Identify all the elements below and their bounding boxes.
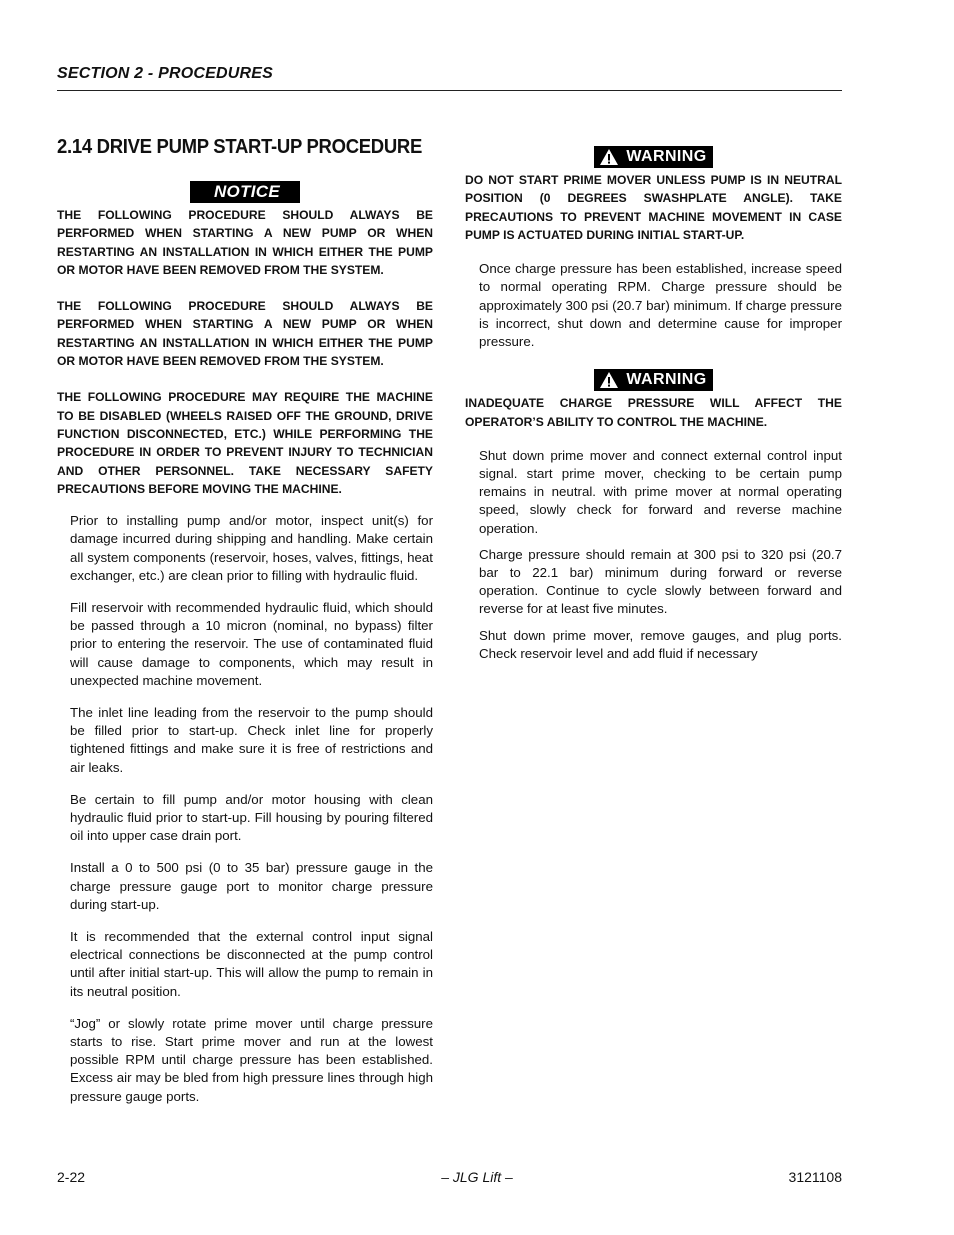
- body-paragraph: Shut down prime mover, remove gauges, and plug ports. Check reservoir level and add fluid if necessary: [479, 627, 842, 661]
- body-paragraph: Install a 0 to 500 psi (0 to 35 bar) pressure gauge in the charge pressure gauge port to monitor charge pressure during start-up.: [70, 860, 433, 912]
- notice-paragraph: THE FOLLOWING PROCEDURE SHOULD ALWAYS BE PERFORMED WHEN STARTING A NEW PUMP OR WHEN RESTARTING AN INSTALLATION IN WHICH EITHER THE PUMP OR MOTOR HAVE BEEN REMOVED FROM THE SYSTEM.: [57, 299, 433, 369]
- header-divider: [57, 90, 842, 91]
- page-number: 2-22: [57, 1169, 86, 1185]
- body-paragraph: Charge pressure should remain at 300 psi to 320 psi (20.7 bar to 22.1 bar) minimum during forward or reverse operation. Continue to cycle slowly between forward and reverse for at least five minutes.: [479, 546, 842, 617]
- warning-label: WARNING: [626, 371, 707, 389]
- warning-badge: [594, 146, 712, 168]
- body-paragraph: Be certain to fill pump and/or motor housing with clean hydraulic fluid prior to start-up. Fill housing by pouring filtered oil into upper case drain port.: [70, 791, 433, 844]
- section-header-title: SECTION 2 - PROCEDURES: [57, 65, 273, 82]
- notice-badge: NOTICE: [190, 181, 300, 203]
- notice-badge-row: [57, 181, 433, 203]
- body-paragraph: Shut down prime mover and connect external control input signal. start prime mover, checking to be certain pump remains in neutral. with prime mover at normal operating speed, slowly check for forward and reverse machine operation.: [479, 447, 842, 536]
- warning-triangle-icon: [599, 148, 619, 166]
- body-paragraph: Once charge pressure has been established, increase speed to normal operating RPM. Charge pressure should be approximately 300 psi (20.7 bar) minimum. If charge pressure is incorrect, shut down and determine cause for improper pressure.: [479, 261, 842, 349]
- body-paragraph: Prior to installing pump and/or motor, inspect unit(s) for damage incurred during shipping and handling. Make certain all system components (reservoir, hoses, valves, fittings, heat exchanger, etc.) are clean prior to filling with hydraulic fluid.: [70, 513, 433, 583]
- left-column: [57, 133, 433, 1106]
- notice-paragraph: THE FOLLOWING PROCEDURE MAY REQUIRE THE MACHINE TO BE DISABLED (WHEELS RAISED OFF THE GROUND, DRIVE FUNCTION DISCONNECTED, ETC.) WHILE PERFORMING THE PROCEDURE IN ORDER TO PREVENT INJURY TO TECHNICIAN AND OTHER PERSONNEL. TAKE NECESSARY SAFETY PRECAUTIONS BEFORE MOVING THE MACHINE.: [57, 390, 433, 496]
- document-number: 3121108: [788, 1169, 842, 1185]
- body-paragraph: The inlet line leading from the reservoir to the pump should be filled prior to start-up. Check inlet line for properly tightened fittings and make sure it is free of restrictions and air leaks.: [70, 704, 433, 775]
- body-paragraph: Fill reservoir with recommended hydraulic fluid, which should be passed through a 10 micron (nominal, no bypass) filter prior to entering the reservoir. The use of contaminated fluid will cause damage to components, which may result in unexpected machine movement.: [70, 599, 433, 688]
- footer-brand: – JLG Lift –: [441, 1169, 513, 1185]
- warning-badge: [594, 369, 712, 391]
- warning-badge-row: [465, 369, 842, 391]
- warning-badge-row: [465, 146, 842, 168]
- warning-triangle-icon: [599, 371, 619, 389]
- right-column: [465, 146, 842, 663]
- warning-text: DO NOT START PRIME MOVER UNLESS PUMP IS IN NEUTRAL POSITION (0 DEGREES SWASHPLATE ANGLE). TAKE PRECAUTIONS TO PREVENT MACHINE MOVEMENT IN CASE PUMP IS ACTUATED DURING INITIAL START-UP.: [465, 173, 842, 242]
- notice-paragraph: THE FOLLOWING PROCEDURE SHOULD ALWAYS BE PERFORMED WHEN STARTING A NEW PUMP OR WHEN RESTARTING AN INSTALLATION IN WHICH EITHER THE PUMP OR MOTOR HAVE BEEN REMOVED FROM THE SYSTEM.: [57, 208, 433, 277]
- warning-text: INADEQUATE CHARGE PRESSURE WILL AFFECT THE OPERATOR’S ABILITY TO CONTROL THE MACHINE.: [465, 396, 842, 429]
- warning-label: WARNING: [626, 148, 707, 165]
- body-paragraph: It is recommended that the external control input signal electrical connections be disconnected at the pump control until after initial start-up. This will allow the pump to remain in its neutral position.: [70, 929, 433, 999]
- procedure-title: 2.14 DRIVE PUMP START-UP PROCEDURE: [57, 134, 423, 158]
- body-paragraph: “Jog” or slowly rotate prime mover until charge pressure starts to rise. Start prime mover and run at the lowest possible RPM until charge pressure has been established. Excess air may be bled from high pressure lines through high pressure gauge ports.: [70, 1015, 433, 1104]
- notice-block: [57, 206, 433, 498]
